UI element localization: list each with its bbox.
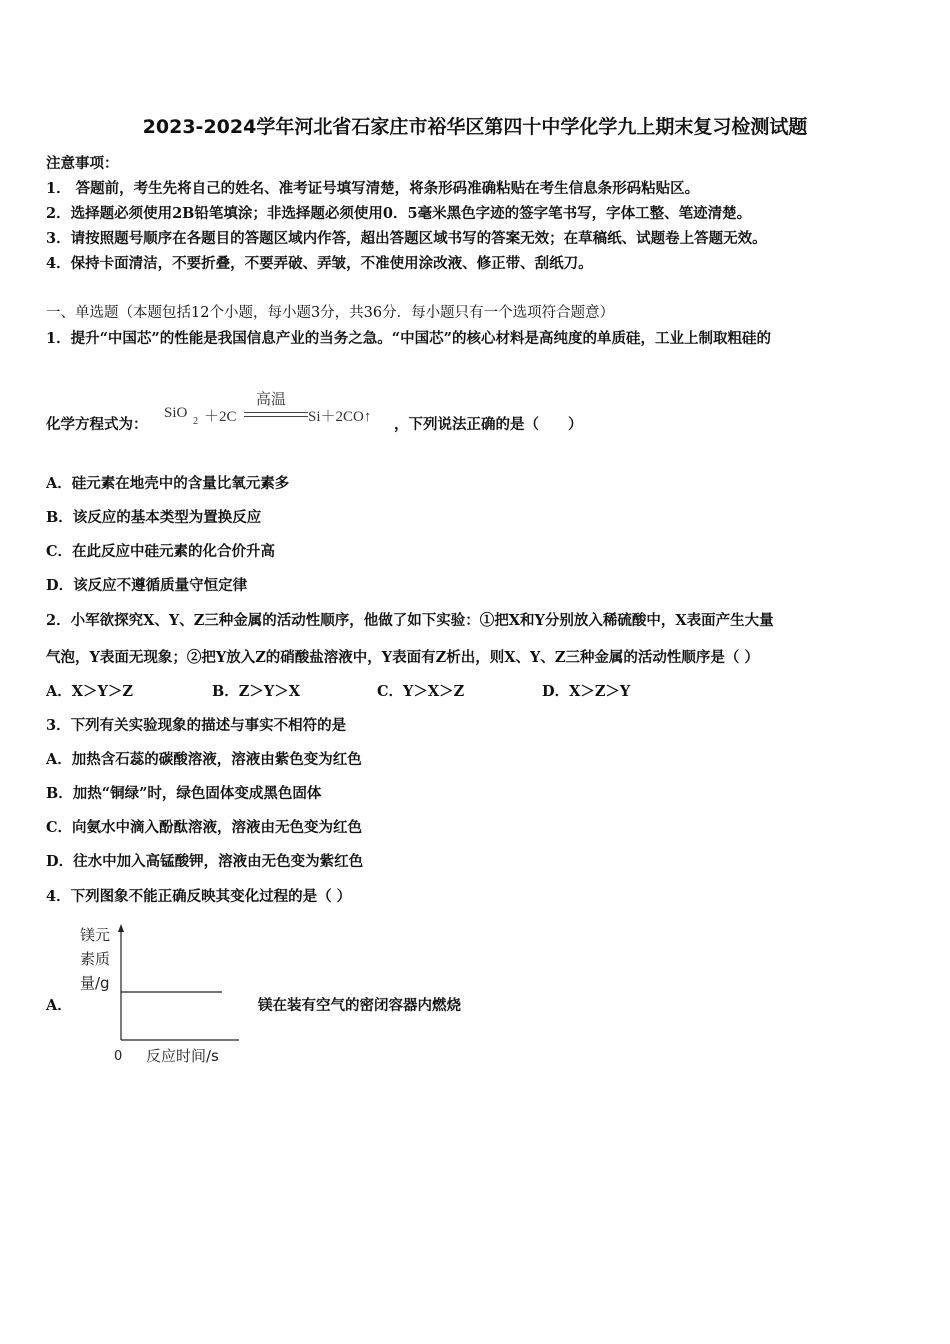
q2-stem-line2: 气泡，Y表面无现象；②把Y放入Z的硝酸盐溶液中，Y表面有Z析出，则X、Y、Z三种金属的活动性顺序是（ ） xyxy=(46,649,759,666)
q4-option-a-label: A． xyxy=(46,997,72,1014)
notice-item-2: 2．选择题必须使用2B铅笔填涂；非选择题必须使用0．5毫米黑色字迹的签字笔书写，字体工整、笔迹清楚。 xyxy=(46,205,752,222)
q1-option-d: D．该反应不遵循质量守恒定律 xyxy=(46,577,248,594)
q3-option-a: A．加热含石蕊的碳酸溶液，溶液由紫色变为红色 xyxy=(46,751,362,768)
eq-equals-bar-top xyxy=(244,412,308,413)
eq-left: SiO xyxy=(164,405,188,421)
graph-y-axis-arrow xyxy=(118,924,124,932)
q4-option-a-text: 镁在装有空气的密闭容器内燃烧 xyxy=(258,997,461,1014)
notice-item-3: 3．请按照题号顺序在各题目的答题区域内作答，超出答题区域书写的答案无效；在草稿纸、试题卷上答题无效。 xyxy=(46,230,767,247)
graph-ylabel-line1: 镁元 xyxy=(80,926,111,944)
q3-option-b: B．加热“铜绿”时，绿色固体变成黑色固体 xyxy=(46,785,322,802)
q1-option-b: B．该反应的基本类型为置换反应 xyxy=(46,509,262,526)
q3-option-c: C．向氨水中滴入酚酞溶液，溶液由无色变为红色 xyxy=(46,819,363,836)
q2-option-c: C．Y＞X＞Z xyxy=(377,683,465,700)
eq-condition: 高温 xyxy=(256,392,287,408)
graph-xlabel: 反应时间/s xyxy=(146,1047,219,1065)
q2-option-b: B．Z＞Y＞X xyxy=(212,683,300,700)
eq-right: Si＋2CO↑ xyxy=(308,409,372,425)
page-title: 2023-2024学年河北省石家庄市裕华区第四十中学化学九上期末复习检测试题 xyxy=(142,116,808,138)
q4-stem: 4．下列图象不能正确反映其变化过程的是（ ） xyxy=(46,888,352,905)
graph-ylabel-line2: 素质 xyxy=(80,950,111,968)
q1-option-a: A．硅元素在地壳中的含量比氧元素多 xyxy=(46,475,290,492)
q1-stem-line1: 1．提升“中国芯”的性能是我国信息产业的当务之急。“中国芯”的核心材料是高纯度的单质硅，工业上制取粗硅的 xyxy=(46,330,771,347)
eq-equals-bar-bottom xyxy=(244,416,308,417)
q1-stem-prefix: 化学方程式为： xyxy=(46,416,148,433)
q1-option-c: C．在此反应中硅元素的化合价升高 xyxy=(46,543,276,560)
q1-equation xyxy=(162,385,392,435)
notice-item-4: 4．保持卡面清洁，不要折叠，不要弄破、弄皱，不准使用涂改液、修正带、刮纸刀。 xyxy=(46,255,593,272)
q2-stem-line1: 2．小军欲探究X、Y、Z三种金属的活动性顺序，他做了如下实验：①把X和Y分别放入稀硫酸中，X表面产生大量 xyxy=(46,612,774,629)
graph-ylabel-line3: 量/g xyxy=(80,974,110,992)
q4-graph xyxy=(74,922,244,1070)
notice-item-1: 1． 答题前，考生先将自己的姓名、准考证号填写清楚，将条形码准确粘贴在考生信息条形码粘贴区。 xyxy=(46,180,700,197)
q2-option-a: A．X＞Y＞Z xyxy=(46,683,133,700)
q3-option-d: D．往水中加入高锰酸钾，溶液由无色变为紫红色 xyxy=(46,853,364,870)
section-heading: 一、单选题（本题包括12个小题，每小题3分，共36分．每小题只有一个选项符合题意） xyxy=(46,305,615,321)
q2-option-d: D．X＞Z＞Y xyxy=(542,683,631,700)
graph-origin: 0 xyxy=(114,1049,123,1064)
q3-stem: 3．下列有关实验现象的描述与事实不相符的是 xyxy=(46,717,347,734)
notice-heading: 注意事项： xyxy=(46,155,119,172)
eq-plus-c: ＋2C xyxy=(204,409,237,425)
eq-left-subscript: 2 xyxy=(193,416,198,427)
q1-stem-suffix: ，下列说法正确的是（ ） xyxy=(394,416,583,433)
